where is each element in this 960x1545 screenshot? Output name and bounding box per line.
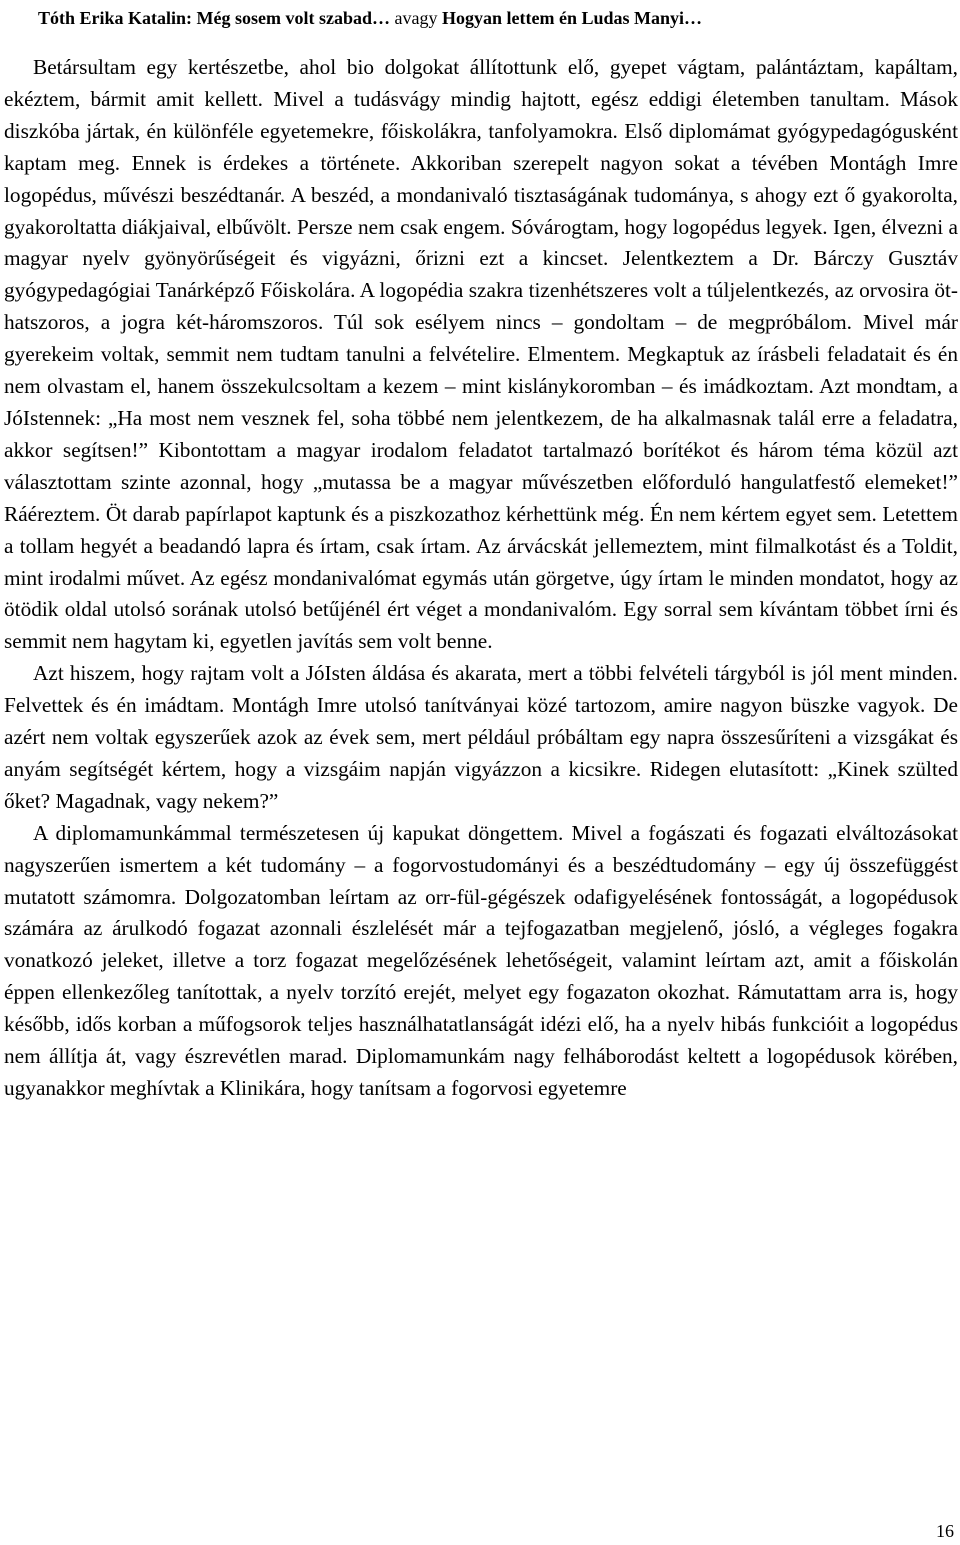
body-text (4, 52, 958, 1105)
paragraph: Betársultam egy kertészetbe, ahol bio dolgokat állítottunk elő, gyepet vágtam, palántáztam, kapáltam, ekéztem, bármit amit kellett. Mivel a tudásvágy mindig hajtott, egész eddigi életemben tanultam. Mások diszkóba jártak, én különféle egyetemekre, főiskolákra, tanfolyamokra. Első diplomámat gyógypedagógusként kaptam meg. Ennek is érdekes a története. Akkoriban szerepelt nagyon sokat a tévében Montágh Imre logopédus, művészi beszédtanár. A beszéd, a mondanivaló tisztaságának tudománya, s ahogy ezt ő gyakorolta, gyakoroltatta diákjaival, elbűvölt. Persze nem csak engem. Sóvárogtam, hogy logopédus legyek. Igen, élvezni a magyar nyelv gyönyörűségeit és vigyázni, őrizni ezt a kincset. Jelentkeztem a Dr. Bárczy Gusztáv gyógypedagógiai Tanárképző Főiskolára. A logopédia szakra tizenhétszeres volt a túljelentkezés, az orvosira öt-hatszoros, a jogra két-háromszoros. Túl sok esélyem nincs – gondoltam – de megpróbálom. Mivel már gyerekeim voltak, semmit nem tudtam tanulni a felvételire. Elmentem. Megkaptuk az írásbeli feladatait és én nem olvastam el, hanem összekulcsoltam a kezem – mint kislánykoromban – és imádkoztam. Azt mondtam, a JóIstennek: „Ha most nem vesznek fel, soha többé nem jelentkezem, de ha alkalmasnak talál erre a feladatra, akkor segítsen!” Kibontottam a magyar irodalom feladatot tartalmazó borítékot és három téma közül azt választottam szinte azonnal, hogy „mutassa be a magyar művészetben előforduló hangulatfestő elemeket!” Ráéreztem. Öt darab papírlapot kaptunk és a piszkozathoz kérhettünk még. Én nem kértem egyet sem. Letettem a tollam hegyét a beadandó lapra és írtam, csak írtam. Az árvácskát jellemeztem, mint filmalkotást és a Toldit, mint irodalmi művet. Az egész mondanivalómat egymás után görgetve, úgy írtam le minden mondatot, hogy az ötödik oldal utolsó sorának utolsó betűjénél ért véget a mondanivalóm. Egy sorral sem kívántam többet írni és semmit nem hagytam ki, egyetlen javítás sem volt benne. (4, 55, 958, 654)
paragraph: Azt hiszem, hogy rajtam volt a JóIsten áldása és akarata, mert a többi felvételi tárgyból is jól ment minden. Felvettek és én imádtam. Montágh Imre utolsó tanítványai közé tartozom, amire nagyon büszke vagyok. De azért nem voltak egyszerűek azok az évek sem, mert például próbáltam egy napra összesűríteni a vizsgákat és anyám segítségét kértem, hogy a vizsgáim napján vigyázzon a kicsikre. Ridegen elutasított: „Kinek szülted őket? Magadnak, vagy nekem?” (4, 661, 958, 813)
page-number: 16 (936, 1521, 954, 1541)
header-author-title: Tóth Erika Katalin: Még sosem volt szabad… (38, 8, 391, 28)
header-subtitle: Hogyan lettem én Ludas Manyi… (442, 8, 703, 28)
paragraph: A diplomamunkámmal természetesen új kapukat döngettem. Mivel a fogászati és fogazati elváltozásokat nagyszerűen ismertem a két tudomány – a fogorvostudományi és a beszédtudomány – egy új összefüggést mutatott számomra. Dolgozatomban leírtam az orr-fül-gégészek odafigyelésének fontosságát, a logopédusok számára az árulkodó fogazat azonnali észlelését már a tejfogazatban megjelenő, jósló, a végleges fogakra vonatkozó jeleket, illetve a torz fogazat megelőzésének lehetőségeit, valamint leírtam azt, amit a főiskolán éppen ellenkezőleg tanítottak, a nyelv torzító erejét, melyet egy fogazaton okozhat. Rámutattam arra is, hogy később, idős korban a műfogsorok teljes használhatatlanságát idézi elő, ha a nyelv hibás funkcióit a logopédus nem állítja át, vagy észrevétlen marad. Diplomamunkám nagy felháborodást keltett a logopédusok körében, ugyanakkor meghívtak a Klinikára, hogy tanítsam a fogorvosi egyetemre (4, 820, 958, 1100)
header-connector: avagy (390, 8, 442, 28)
running-header (38, 6, 938, 30)
